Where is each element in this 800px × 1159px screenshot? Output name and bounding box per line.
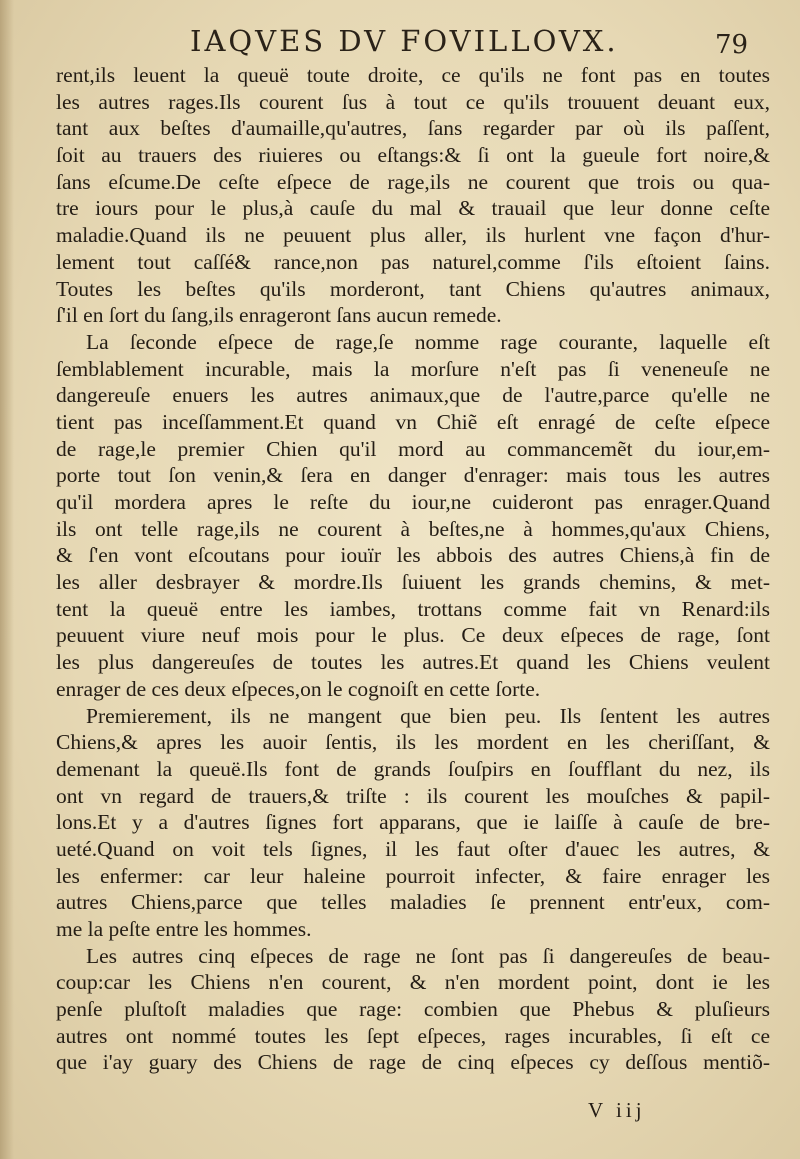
text-line: les plus dangereuſes de toutes les autres.Et quand les Chiens veulent (56, 650, 770, 675)
page-number: 79 (715, 30, 749, 60)
text-line: tent la queuë entre les iambes, trottans comme fait vn Renard:ils (56, 596, 770, 621)
paragraph-2 (56, 329, 770, 703)
signature-mark: V iij (588, 1098, 646, 1122)
paragraph-4 (56, 943, 770, 1076)
paragraph-3 (56, 703, 770, 943)
text-line: les autres rages.Ils courent ſus à tout ce qu'ils trouuent deuant eux, (56, 89, 770, 114)
text-line: ont vn regard de trauers,& triſte : ils courent les mouſches & papil- (56, 783, 770, 808)
text-line: me la peſte entre les hommes. (56, 917, 312, 941)
running-head (0, 24, 800, 64)
text-line: demenant la queuë.Ils font de grands ſouſpirs en ſoufflant du nez, ils (56, 756, 770, 781)
text-line: enrager de ces deux eſpeces,on le cognoiſt en cette ſorte. (56, 676, 541, 701)
text-line: peuuent viure neuf mois pour le plus. Ce deux eſpeces de rage, ſont (56, 623, 770, 648)
text-line: autres ont nommé toutes les ſept eſpeces, rages incurables, ſi eſt ce (56, 1023, 770, 1048)
text-line: lons.Et y a d'autres ſignes fort apparans, que ie laiſſe à cauſe de bre- (56, 810, 770, 835)
text-line: maladie.Quand ils ne peuuent plus aller, ils hurlent vne façon d'hur- (56, 223, 770, 248)
text-line: que i'ay guary des Chiens de rage de cinq eſpeces cy deſſous mentiõ- (56, 1050, 770, 1075)
text-line: lement tout caſſé& rance,non pas naturel,comme ſ'ils eſtoient ſains. (56, 249, 770, 274)
text-line: ſemblablement incurable, mais la morſure n'eſt pas ſi veneneuſe ne (56, 356, 770, 381)
text-line: ueté.Quand on voit tels ſignes, il les faut oſter d'auec les autres, & (56, 836, 770, 861)
text-line: penſe pluſtoſt maladies que rage: combien que Phebus & pluſieurs (56, 997, 770, 1022)
text-line: tant aux beſtes d'aumaille,qu'autres, ſans regarder par où ils paſſent, (56, 116, 770, 141)
text-line: de rage,le premier Chien qu'il mord au commancemẽt du iour,em- (56, 436, 770, 461)
text-line: ſoit au trauers des riuieres ou eſtangs:& ſi ont la gueule fort noire,& (56, 143, 770, 168)
text-line: Premierement, ils ne mangent que bien peu. Ils ſentent les autres (86, 703, 770, 728)
text-line: Chiens,& apres les auoir ſentis, ils les mordent en les cheriſſant, & (56, 730, 770, 755)
text-line: tient pas inceſſamment.Et quand vn Chiẽ eſt enragé de ceſte eſpece (56, 409, 770, 434)
text-line: rent,ils leuent la queuë toute droite, ce qu'ils ne font pas en toutes (56, 63, 770, 87)
text-line: qu'il mordera apres le reſte du iour,ne cuideront pas enrager.Quand (56, 490, 770, 514)
running-title: IAQVES DV FOVILLOVX. (190, 24, 619, 58)
text-line: dangereuſe enuers les autres animaux,que de l'autre,parce qu'elle ne (56, 383, 770, 408)
text-line: & ſ'en vont eſcoutans pour iouïr les abbois des autres Chiens,à fin de (56, 543, 770, 568)
text-line: Toutes les beſtes qu'ils morderont, tant Chiens qu'autres animaux, (56, 276, 770, 301)
body-text (56, 62, 770, 1076)
text-line: La ſeconde eſpece de rage,ſe nomme rage courante, laquelle eſt (86, 329, 770, 354)
text-line: coup:car les Chiens n'en courent, & n'en mordent point, dont ie les (56, 970, 770, 995)
text-line: Les autres cinq eſpeces de rage ne ſont pas ſi dangereuſes de beau- (86, 943, 770, 968)
text-line: les aller desbrayer & mordre.Ils ſuiuent les grands chemins, & met- (56, 570, 770, 595)
text-line: ſans eſcume.De ceſte eſpece de rage,ils ne courent que trois ou qua- (56, 169, 770, 194)
text-line: autres Chiens,parce que telles maladies ſe prennent entr'eux, com- (56, 890, 770, 915)
text-line: ſ'il en ſort du ſang,ils enrageront ſans aucun remede. (56, 303, 502, 328)
text-line: ils ont telle rage,ils ne courent à beſtes,ne à hommes,qu'aux Chiens, (56, 516, 770, 541)
text-line: tre iours pour le plus,à cauſe du mal & trauail que leur donne ceſte (56, 196, 770, 221)
paragraph-1 (56, 62, 770, 329)
text-line: porte tout ſon venin,& ſera en danger d'enrager: mais tous les autres (56, 463, 770, 488)
text-line: les enfermer: car leur haleine pourroit infecter, & faire enrager les (56, 863, 770, 888)
